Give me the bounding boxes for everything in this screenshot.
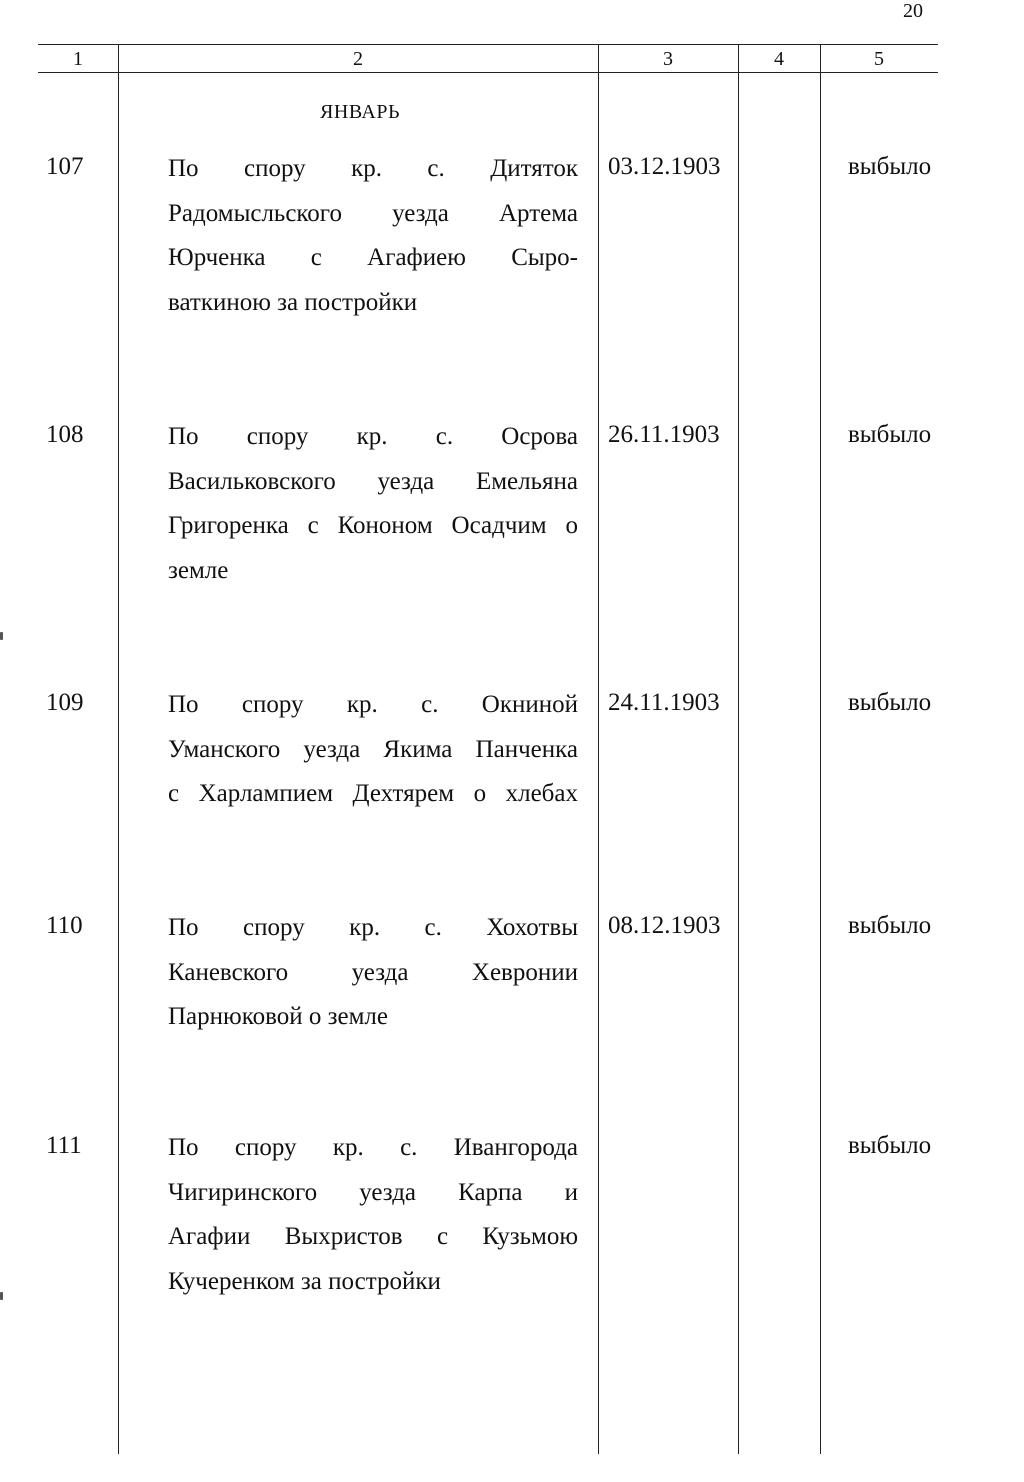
description-line: По спору кр. с. Дитяток [168, 155, 578, 182]
column-divider-1 [118, 44, 119, 1454]
entry-description [168, 1126, 578, 1304]
description-line: По спору кр. с. Окниной [168, 691, 578, 718]
column-number-3: 3 [663, 48, 673, 70]
description-line: По спору кр. с. Осрова [168, 423, 578, 450]
description-line: Чигиринского уезда Карпа и [168, 1178, 578, 1206]
description-line: Васильковского уезда Емельяна [168, 467, 578, 495]
page-number: 20 [903, 0, 923, 22]
description-line: По спору кр. с. Хохотвы [168, 914, 578, 941]
entry-date: 03.12.1903 [608, 153, 721, 180]
entry-description [168, 147, 578, 325]
description-line: земле [168, 556, 229, 584]
entry-date: 08.12.1903 [608, 912, 721, 939]
entry-status: выбыло [848, 1132, 932, 1159]
description-line: Парнюковой о земле [168, 1003, 388, 1030]
entry-status: выбыло [848, 912, 932, 939]
month-heading: ЯНВАРЬ [320, 101, 400, 123]
description-line: Каневского уезда Хевронии [168, 958, 578, 986]
table-header-rule [38, 72, 938, 73]
entry-status: выбыло [848, 153, 932, 180]
scan-edge-mark [0, 632, 3, 640]
entry-number: 108 [46, 421, 84, 448]
description-line: Григоренка с Кононом Осадчим о [168, 512, 578, 539]
entry-description [168, 906, 578, 1040]
column-number-5: 5 [874, 48, 884, 70]
scan-edge-mark [0, 1292, 3, 1300]
entry-status: выбыло [848, 689, 932, 716]
entry-description [168, 683, 578, 817]
entry-status: выбыло [848, 421, 932, 448]
column-number-1: 1 [73, 48, 83, 70]
column-divider-4 [820, 44, 821, 1454]
description-line: ваткиною за постройки [168, 288, 418, 316]
description-line: с Харлампием Дехтярем о хлебах [168, 780, 578, 807]
description-line: Юрченка с Агафиею Сыро- [168, 244, 578, 271]
entry-number: 107 [46, 153, 84, 180]
column-divider-3 [738, 44, 739, 1454]
entry-date: 24.11.1903 [608, 689, 720, 716]
entry-description [168, 415, 578, 593]
description-line: Кучеренком за постройки [168, 1267, 441, 1295]
description-line: По спору кр. с. Ивангорода [168, 1134, 578, 1161]
entry-number: 109 [46, 689, 84, 716]
column-number-4: 4 [774, 48, 784, 70]
column-number-2: 2 [353, 48, 363, 70]
entry-number: 110 [46, 912, 83, 939]
description-line: Радомысльского уезда Артема [168, 199, 578, 227]
description-line: Уманского уезда Якима Панченка [168, 735, 578, 763]
entry-date: 26.11.1903 [608, 421, 720, 448]
entry-number: 111 [46, 1132, 82, 1159]
table-top-rule [38, 44, 938, 45]
description-line: Агафии Выхристов с Кузьмою [168, 1223, 578, 1250]
column-divider-2 [598, 44, 599, 1454]
